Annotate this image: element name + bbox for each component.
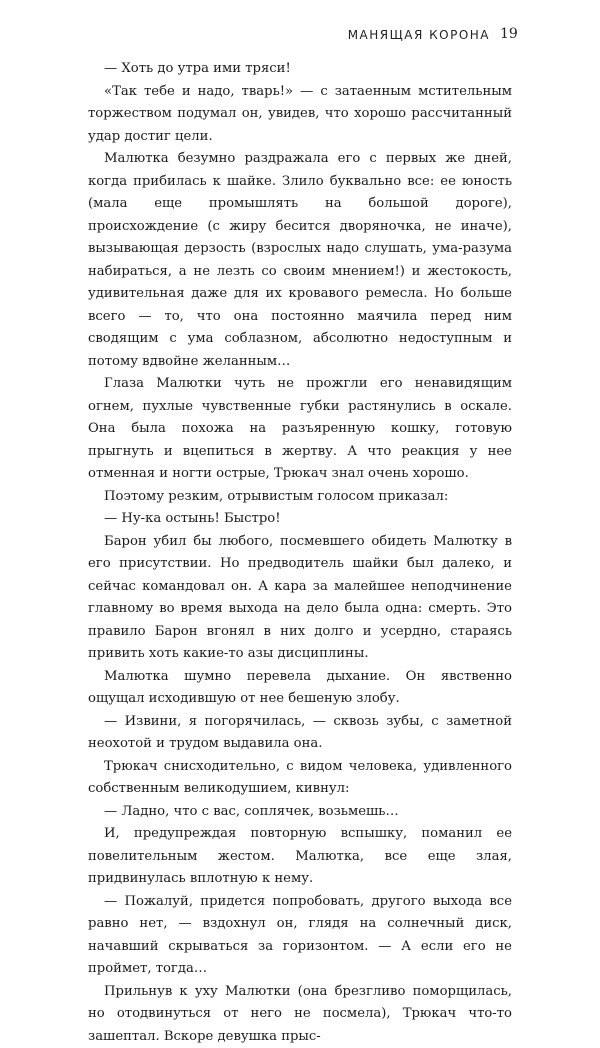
running-title: МАНЯЩАЯ КОРОНА xyxy=(348,28,490,42)
paragraph: «Так тебе и надо, тварь!» — с затаенным мстительным торжеством подумал он, увидев, что хорошо рассчитанный удар достиг цели. xyxy=(88,81,512,149)
paragraph: Глаза Малютки чуть не прожгли его ненавидящим огнем, пухлые чувственные губки растянулись в оскале. Она была похожа на разъяренную кошку, готовую прыгнуть и вцепиться в жертву. А что реакция у нее отменная и ногти острые, Трюкач знал очень хорошо. xyxy=(88,373,512,486)
paragraph: — Пожалуй, придется попробовать, другого выхода все равно нет, — вздохнул он, глядя на солнечный диск, начавший скрываться за горизонтом. — А если его не проймет, тогда… xyxy=(88,891,512,981)
paragraph: Малютка безумно раздражала его с первых же дней, когда прибилась к шайке. Злило буквально все: ее юность (мала еще промышлять на большой дороге), происхождение (с жиру бесится дворяночка, не иначе), вызывающая дерзость (взрослых надо слушать, ума-разума набираться, а не лезть со своим мнением!) и жестокость, удивительная даже для их кровавого ремесла. Но больше всего — то, что она постоянно маячила перед ним сводящим с ума соблазном, абсолютно недоступным и потому вдвойне желанным… xyxy=(88,148,512,373)
paragraph: — Ну-ка остынь! Быстро! xyxy=(88,508,512,531)
paragraph: Поэтому резким, отрывистым голосом приказал: xyxy=(88,486,512,509)
paragraph: Трюкач снисходительно, с видом человека, удивленного собственным великодушием, кивнул: xyxy=(88,756,512,801)
paragraph: И, предупреждая повторную вспышку, поманил ее повелительным жестом. Малютка, все еще злая, придвинулась вплотную к нему. xyxy=(88,823,512,891)
paragraph: — Извини, я погорячилась, — сквозь зубы, с заметной неохотой и трудом выдавила она. xyxy=(88,711,512,756)
paragraph: Прильнув к уху Малютки (она брезгливо поморщилась, но отодвинуться от него не посмела), Трюкач что-то зашептал. Вскоре девушка прыс- xyxy=(88,981,512,1048)
body-text xyxy=(88,58,512,1048)
paragraph: — Ладно, что с вас, соплячек, возьмешь… xyxy=(88,801,512,824)
paragraph: Малютка шумно перевела дыхание. Он явственно ощущал исходившую от нее бешеную злобу. xyxy=(88,666,512,711)
page-number: 19 xyxy=(500,26,518,42)
paragraph: — Хоть до утра ими тряси! xyxy=(88,58,512,81)
paragraph: Барон убил бы любого, посмевшего обидеть Малютку в его присутствии. Но предводитель шайки был далеко, и сейчас командовал он. А кара за малейшее неподчинение главному во время выхода на дело была одна: смерть. Это правило Барон вгонял в них долго и усердно, стараясь привить хоть какие-то азы дисциплины. xyxy=(88,531,512,666)
